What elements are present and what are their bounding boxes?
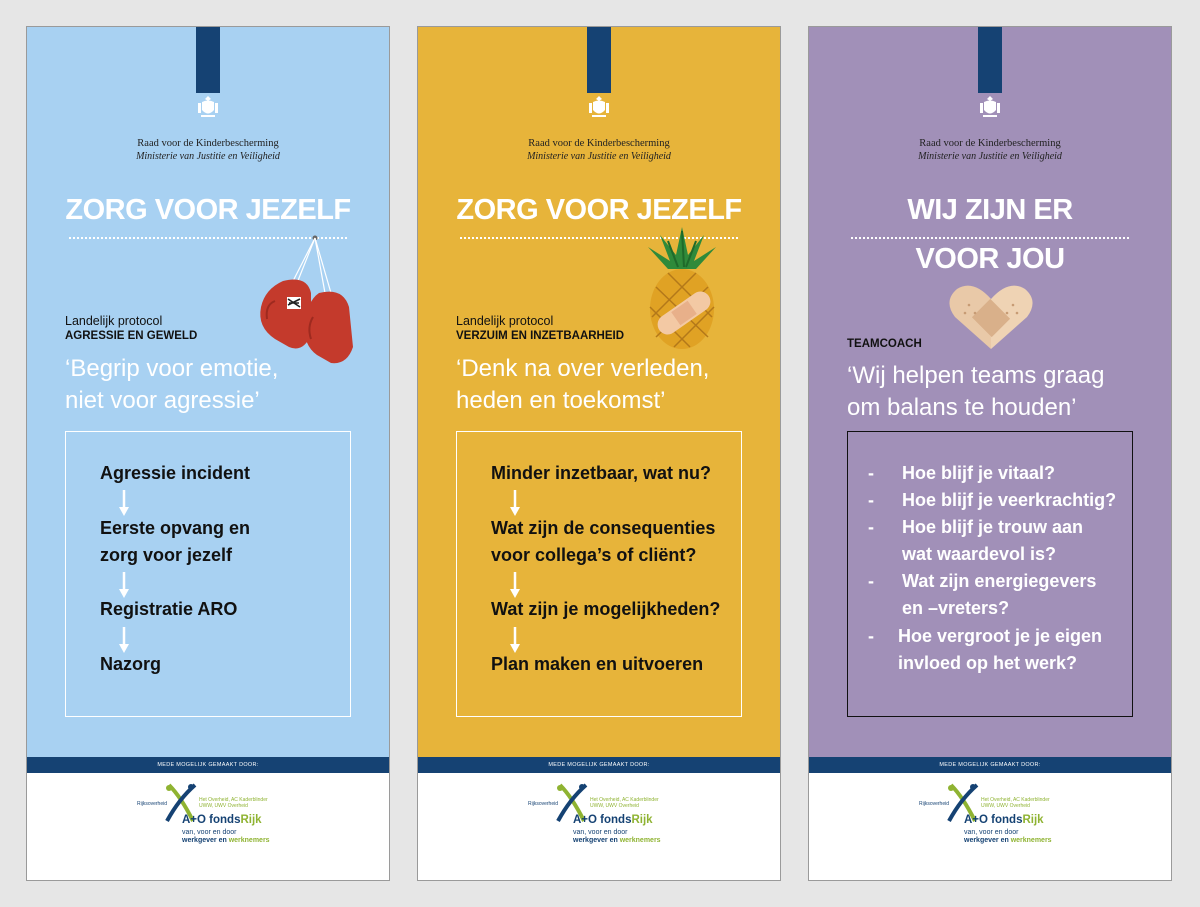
- fonds-name: [182, 814, 262, 826]
- bullet-text: Hoe vergroot je je eigen: [898, 626, 1103, 646]
- bullet-text: invloed op het werk?: [898, 653, 1078, 673]
- fonds-b: Rijk: [240, 814, 262, 826]
- step-4: Nazorg: [100, 654, 162, 674]
- poster-absenteeism: [417, 26, 781, 881]
- fonds-b: Rijk: [1022, 814, 1044, 826]
- footer-band: MEDE MOGELIJK GEMAAKT DOOR:: [27, 757, 389, 773]
- step-1: Minder inzetbaar, wat nu?: [491, 463, 712, 483]
- rijksoverheid-label: Rijksoverheid: [919, 801, 950, 807]
- step-4: Plan maken en uitvoeren: [491, 654, 704, 674]
- quote: [456, 353, 709, 417]
- poster-title: WIJ ZIJN ER: [907, 194, 1073, 226]
- step-2-cont: zorg voor jezelf: [100, 545, 233, 565]
- government-ribbon: [196, 27, 220, 93]
- arrow-down-icon: [510, 627, 520, 653]
- step-2: Eerste opvang en: [100, 518, 251, 538]
- bullet-text: wat waardevol is?: [902, 544, 1057, 564]
- crest-icon: [586, 93, 612, 121]
- bullet-text: Hoe blijf je veerkrachtig?: [902, 490, 1117, 510]
- werk-b: werknemers: [1010, 837, 1052, 844]
- werk-a: werkgever en: [182, 837, 227, 844]
- organisation-name: [809, 137, 1171, 163]
- arrow-down-icon: [119, 627, 129, 653]
- partners-text: Het Overheid, AC Kaderblinder UWW, UWV Overheid: [590, 797, 659, 809]
- footer: [418, 773, 780, 880]
- step-2-cont: voor collega’s of cliënt?: [491, 545, 697, 565]
- bullet-dash: -: [868, 571, 874, 591]
- protocol-heading: [65, 314, 197, 344]
- crest-icon: [195, 93, 221, 121]
- poster-aggression: [26, 26, 390, 881]
- dotted-divider: [851, 237, 1129, 239]
- fonds-tagline: [182, 829, 270, 845]
- steps-box: [65, 431, 351, 717]
- bullet-text: Hoe blijf je trouw aan: [902, 517, 1084, 537]
- protocol-name: TEAMCOACH: [847, 338, 922, 350]
- bullet-text: en –vreters?: [902, 598, 1010, 618]
- arrow-down-icon: [510, 572, 520, 598]
- ao-fonds-logo: [137, 783, 317, 853]
- werk-b: werknemers: [619, 837, 661, 844]
- step-3: Registratie ARO: [100, 599, 238, 619]
- werk-b: werknemers: [228, 837, 270, 844]
- werk-a: werkgever en: [964, 837, 1009, 844]
- org-line-1: Raad voor de Kinderbescherming: [137, 138, 279, 149]
- poster-title: ZORG VOOR JEZELF: [65, 194, 351, 226]
- bullet-dash: -: [868, 517, 874, 537]
- step-2: Wat zijn de consequenties: [491, 518, 716, 538]
- protocol-name: AGRESSIE EN GEWELD: [65, 330, 198, 342]
- bullet-dash: -: [868, 490, 874, 510]
- steps-box: [456, 431, 742, 717]
- fonds-name: [573, 814, 653, 826]
- fonds-tagline: [964, 829, 1052, 845]
- poster-title: ZORG VOOR JEZELF: [456, 194, 742, 226]
- fonds-b: Rijk: [631, 814, 653, 826]
- quote-line-1: ‘Denk na over verleden,: [456, 355, 710, 382]
- quote: [847, 360, 1104, 424]
- ao-fonds-logo: [528, 783, 708, 853]
- org-line-2: Ministerie van Justitie en Veiligheid: [136, 151, 280, 162]
- organisation-name: [418, 137, 780, 163]
- fonds-a: A+O fonds: [573, 814, 632, 826]
- quote-line-2: niet voor agressie’: [65, 387, 260, 414]
- government-ribbon: [587, 27, 611, 93]
- arrow-down-icon: [119, 572, 129, 598]
- fonds-a: A+O fonds: [964, 814, 1023, 826]
- rijksoverheid-label: Rijksoverheid: [137, 801, 168, 807]
- footer: [809, 773, 1171, 880]
- arrow-down-icon: [119, 490, 129, 516]
- poster-teamcoach: [808, 26, 1172, 881]
- crest-icon: [977, 93, 1003, 121]
- bullet-text: Wat zijn energiegevers: [902, 571, 1097, 591]
- arrow-down-icon: [510, 490, 520, 516]
- footer: [27, 773, 389, 880]
- org-line-2: Ministerie van Justitie en Veiligheid: [918, 151, 1062, 162]
- van-line: van, voor en door: [964, 829, 1019, 836]
- bullet-dash: -: [868, 626, 874, 646]
- government-ribbon: [978, 27, 1002, 93]
- quote-line-1: ‘Begrip voor emotie,: [65, 355, 279, 382]
- step-3: Wat zijn je mogelijkheden?: [491, 599, 721, 619]
- quote: [65, 353, 278, 417]
- pineapple-bandage-icon: [646, 227, 718, 351]
- protocol-name: VERZUIM EN INZETBAARHEID: [456, 330, 625, 342]
- ao-fonds-logo: [919, 783, 1099, 853]
- org-line-2: Ministerie van Justitie en Veiligheid: [527, 151, 671, 162]
- footer-band: MEDE MOGELIJK GEMAAKT DOOR:: [418, 757, 780, 773]
- bullet-text: Hoe blijf je vitaal?: [902, 463, 1056, 483]
- quote-line-2: heden en toekomst’: [456, 387, 666, 414]
- fonds-name: [964, 814, 1044, 826]
- org-line-1: Raad voor de Kinderbescherming: [919, 138, 1061, 149]
- questions-box: [847, 431, 1133, 717]
- protocol-heading: [847, 337, 922, 352]
- partners-text: Het Overheid, AC Kaderblinder UWW, UWV Overheid: [981, 797, 1050, 809]
- werk-a: werkgever en: [573, 837, 618, 844]
- fonds-tagline: [573, 829, 661, 845]
- van-line: van, voor en door: [573, 829, 628, 836]
- org-line-1: Raad voor de Kinderbescherming: [528, 138, 670, 149]
- footer-band: MEDE MOGELIJK GEMAAKT DOOR:: [809, 757, 1171, 773]
- protocol-heading: [456, 314, 624, 344]
- fonds-a: A+O fonds: [182, 814, 241, 826]
- boxing-gloves-icon: [253, 235, 369, 369]
- heart-bandage-icon: [947, 283, 1035, 353]
- poster-title-line-2: VOOR JOU: [915, 243, 1065, 275]
- bullet-dash: -: [868, 463, 874, 483]
- van-line: van, voor en door: [182, 829, 237, 836]
- step-1: Agressie incident: [100, 463, 251, 483]
- partners-text: Het Overheid, AC Kaderblinder UWW, UWV Overheid: [199, 797, 268, 809]
- quote-line-1: ‘Wij helpen teams graag: [847, 362, 1105, 389]
- protocol-label: Landelijk protocol: [456, 314, 554, 328]
- rijksoverheid-label: Rijksoverheid: [528, 801, 559, 807]
- quote-line-2: om balans te houden’: [847, 394, 1077, 421]
- protocol-label: Landelijk protocol: [65, 314, 163, 328]
- organisation-name: [27, 137, 389, 163]
